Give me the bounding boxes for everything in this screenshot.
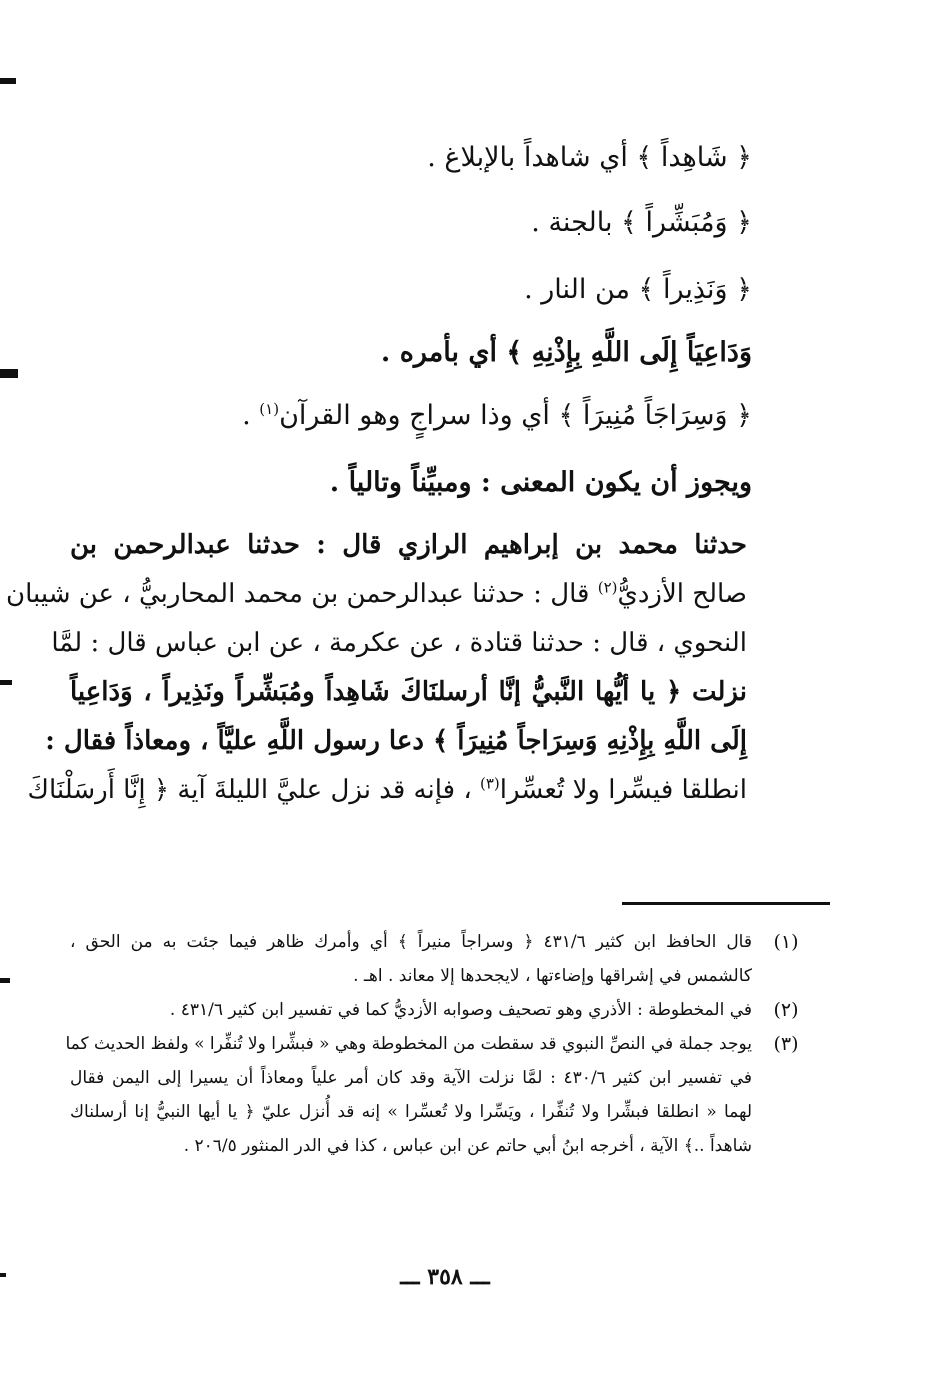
body-line: وَدَاعِيَاً إِلَى اللَّهِ بِإِذْنِهِ ﴾ أي بأمره . bbox=[380, 337, 752, 368]
footnote-item bbox=[70, 925, 812, 993]
footnotes bbox=[65, 925, 812, 1163]
footnote-line: قال الحافظ ابن كثير ٤٣١/٦ ﴿ وسراجاً منيراً ﴾ أي وأمرك ظاهر فيما جئت به من الحق ، bbox=[70, 932, 752, 952]
scan-edge-mark bbox=[0, 369, 18, 378]
paragraph-line: حدثنا محمد بن إبراهيم الرازي قال : حدثنا عبدالرحمن بن bbox=[70, 530, 747, 560]
paragraph-text: انطلقا فيسِّرا ولا تُعسِّرا bbox=[499, 775, 747, 805]
footnote-line: يوجد جملة في النصِّ النبوي قد سقطت من المخطوطة وهي « فبشِّرا ولا تُنفِّرا » ولفظ الحديث كما bbox=[65, 1034, 752, 1054]
footnote-line: لهما « انطلقا فبشِّرا ولا تُنفِّرا ، ويَسِّرا ولا تُعسِّرا » إنه قد أُنزل عليّ ﴿ يا أيها النبيُّ إنا أرسلناك bbox=[70, 1102, 752, 1122]
footnote-line: في المخطوطة : الأذري وهو تصحيف وصوابه الأزديُّ كما في تفسير ابن كثير ٤٣١/٦ . bbox=[169, 1000, 752, 1020]
paragraph-line: إِلَى اللَّهِ بِإِذْنِهِ وَسِرَاجاً مُنِيرَاً ﴾ دعا رسول اللَّهِ عليَّاً ، ومعاذاً فقال : bbox=[45, 726, 747, 756]
footnote-number: (٢) bbox=[773, 999, 799, 1021]
footnote-text bbox=[70, 925, 752, 993]
footnote-line: شاهداً ..﴾ الآية ، أخرجه ابنُ أبي حاتم عن ابن عباس ، كذا في الدر المنثور ٢٠٦/٥ . bbox=[183, 1136, 752, 1156]
body-line: ﴿ وَمُبَشِّراً ﴾ بالجنة . bbox=[531, 207, 752, 238]
body-line-end: . bbox=[242, 400, 260, 431]
scan-edge-mark bbox=[0, 978, 10, 983]
paragraph-text: صالح الأزديُّ bbox=[617, 579, 747, 609]
paragraph-text: قال : حدثنا عبدالرحمن بن محمد المحاربيُّ ، عن شيبان bbox=[5, 579, 598, 609]
footnote-ref: (١) bbox=[259, 400, 280, 418]
body-line: ﴿ وَنَذِيراً ﴾ من النار . bbox=[524, 274, 752, 305]
footnote-text bbox=[65, 1027, 752, 1163]
footnote-line: كالشمس في إشراقها وإضاءتها ، لايجحدها إلا معاند . اهـ . bbox=[353, 966, 752, 986]
hadith-paragraph bbox=[5, 521, 747, 815]
paragraph-line bbox=[5, 570, 747, 619]
paragraph-line: نزلت ﴿ يا أيُّها النَّبيُّ إنَّا أرسلنَاكَ شَاهِداً ومُبَشِّراً ونَذِيراً ، وَدَاعِياً bbox=[70, 677, 747, 707]
paragraph-line: النحوي ، قال : حدثنا قتادة ، عن عكرمة ، عن ابن عباس قال : لمَّا bbox=[51, 628, 747, 658]
footnote-ref: (٢) bbox=[597, 578, 618, 597]
body-line-text: ﴿ وَسِرَاجَاً مُنِيرَاً ﴾ أي وذا سراجٍ وهو القرآن bbox=[279, 400, 752, 431]
footnote-line: في تفسير ابن كثير ٤٣٠/٦ : لمَّا نزلت الآية وقد كان أمر علياً ومعاذاً أن يسيرا إلى اليمن فقال bbox=[70, 1068, 752, 1088]
body-line-with-footnote bbox=[80, 398, 752, 434]
footnote-text bbox=[70, 993, 752, 1027]
scan-edge-mark bbox=[0, 1273, 6, 1277]
paragraph-text: ، فإنه قد نزل عليَّ الليلةَ آية ﴿ إِنَّا أَرسَلْنَاكَ bbox=[27, 775, 480, 805]
body-line: ويجوز أن يكون المعنى : ومبيِّناً وتالياً . bbox=[329, 467, 752, 498]
paragraph-line bbox=[27, 766, 747, 815]
scan-edge-mark bbox=[0, 680, 12, 685]
footnote-item bbox=[65, 1027, 812, 1163]
footnote-item bbox=[70, 993, 812, 1027]
footnote-number: (١) bbox=[773, 931, 799, 953]
footnote-separator bbox=[622, 902, 830, 905]
body-line: ﴿ شَاهِداً ﴾ أي شاهداً بالإبلاغ . bbox=[427, 142, 752, 173]
footnote-ref: (٣) bbox=[479, 774, 500, 793]
scan-edge-mark bbox=[0, 78, 16, 84]
footnote-number: (٣) bbox=[773, 1033, 799, 1055]
page-number: ـــ ٣٥٨ ـــ bbox=[400, 1264, 490, 1290]
